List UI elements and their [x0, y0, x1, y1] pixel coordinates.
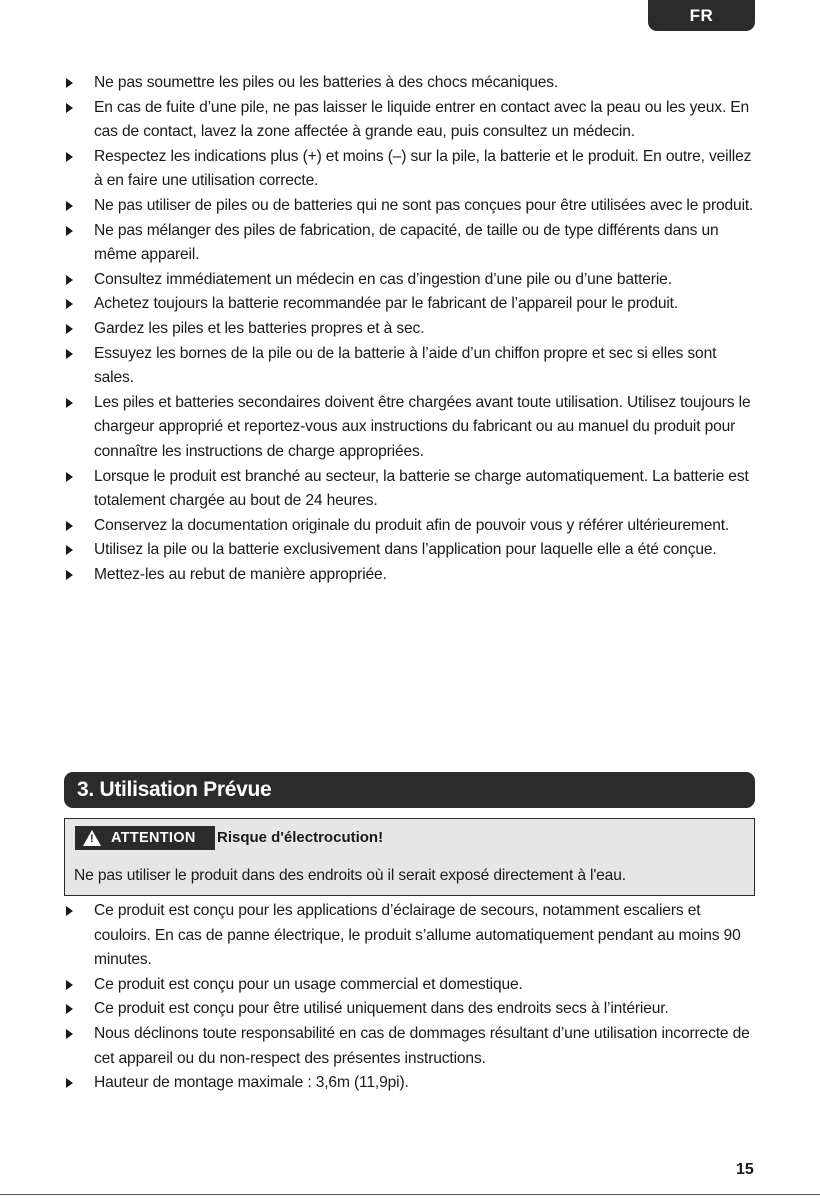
list-item-text: Gardez les piles et les batteries propres et à sec.	[94, 319, 425, 337]
bullet-arrow-icon	[66, 201, 73, 211]
section-title: 3. Utilisation Prévue	[64, 772, 755, 808]
list-item-text: Ce produit est conçu pour être utilisé uniquement dans des endroits secs à l’intérieur.	[94, 1000, 669, 1018]
list-item-text: Hauteur de montage maximale : 3,6m (11,9pi).	[94, 1074, 409, 1092]
page-number: 15	[736, 1161, 754, 1178]
intended-use-list	[0, 899, 820, 1096]
attention-badge	[75, 826, 215, 850]
list-item	[0, 514, 820, 539]
list-item-text: Lorsque le produit est branché au secteur, la batterie se charge automatiquement. La batterie est totalement chargée au bout de 24 heures.	[94, 467, 749, 510]
list-item-text: Essuyez les bornes de la pile ou de la batterie à l’aide d’un chiffon propre et sec si elles sont sales.	[94, 344, 717, 387]
bullet-arrow-icon	[66, 152, 73, 162]
list-item-text: Consultez immédiatement un médecin en cas d’ingestion d’une pile ou d’une batterie.	[94, 270, 672, 288]
bullet-arrow-icon	[66, 103, 73, 113]
bullet-arrow-icon	[66, 78, 73, 88]
list-item	[0, 342, 820, 391]
list-item	[0, 973, 820, 998]
list-item	[0, 145, 820, 194]
warning-triangle-icon: !	[83, 830, 101, 846]
bullet-arrow-icon	[66, 398, 73, 408]
list-item-text: Conservez la documentation originale du produit afin de pouvoir vous y référer ultérieurement.	[94, 516, 730, 534]
list-item	[0, 563, 820, 588]
bullet-arrow-icon	[66, 275, 73, 285]
bullet-arrow-icon	[66, 980, 73, 990]
bullet-arrow-icon	[66, 472, 73, 482]
bullet-arrow-icon	[66, 1078, 73, 1088]
list-item	[0, 268, 820, 293]
bottom-rule	[0, 1194, 820, 1195]
bullet-arrow-icon	[66, 570, 73, 580]
list-item	[0, 96, 820, 145]
list-item-text: En cas de fuite d’une pile, ne pas laisser le liquide entrer en contact avec la peau ou les yeux. En cas de contact, lavez la zone affectée à grande eau, puis consultez un médecin.	[94, 98, 750, 141]
language-tab: FR	[648, 0, 755, 31]
list-item-text: Ne pas mélanger des piles de fabrication, de capacité, de taille ou de type différents dans un même appareil.	[94, 221, 719, 264]
list-item-text: Ne pas soumettre les piles ou les batteries à des chocs mécaniques.	[94, 74, 559, 91]
bullet-arrow-icon	[66, 226, 73, 236]
warning-box	[64, 818, 755, 896]
list-item	[0, 317, 820, 342]
list-item	[0, 71, 820, 96]
list-item-text: Respectez les indications plus (+) et moins (–) sur la pile, la batterie et le produit. En outre, veillez à en faire une utilisation correcte.	[94, 147, 752, 190]
bullet-arrow-icon	[66, 349, 73, 359]
list-item	[0, 1022, 820, 1071]
warning-text: Ne pas utiliser le produit dans des endroits où il serait exposé directement à l'eau.	[74, 867, 626, 884]
battery-safety-list	[0, 71, 820, 587]
bullet-arrow-icon	[66, 299, 73, 309]
list-item	[0, 997, 820, 1022]
bullet-arrow-icon	[66, 906, 73, 916]
list-item	[0, 194, 820, 219]
list-item	[0, 899, 820, 973]
list-item-text: Les piles et batteries secondaires doivent être chargées avant toute utilisation. Utilisez toujours le chargeur approprié et reportez-vous aux instructions du fabricant ou au manuel du produit pour connaître les instructions de charge appropriées.	[94, 393, 751, 460]
list-item-text: Ce produit est conçu pour les applications d’éclairage de secours, notamment escaliers et couloirs. En cas de panne électrique, le produit s’allume automatiquement pendant au moins 90 minutes.	[94, 902, 741, 969]
list-item-text: Utilisez la pile ou la batterie exclusivement dans l’application pour laquelle elle a été conçue.	[94, 541, 717, 559]
bullet-arrow-icon	[66, 545, 73, 555]
bullet-arrow-icon	[66, 1004, 73, 1014]
list-item	[0, 292, 820, 317]
list-item-text: Mettez-les au rebut de manière appropriée.	[94, 565, 387, 583]
bullet-arrow-icon	[66, 324, 73, 334]
list-item-text: Achetez toujours la batterie recommandée par le fabricant de l’appareil pour le produit.	[94, 295, 679, 313]
list-item-text: Nous déclinons toute responsabilité en cas de dommages résultant d’une utilisation incorrecte de cet appareil ou du non-respect des présentes instructions.	[94, 1024, 750, 1067]
list-item	[0, 219, 820, 268]
list-item	[0, 1071, 820, 1096]
list-item-text: Ce produit est conçu pour un usage commercial et domestique.	[94, 975, 523, 993]
bullet-arrow-icon	[66, 521, 73, 531]
list-item	[0, 465, 820, 514]
warning-title: Risque d'électrocution!	[217, 829, 384, 846]
list-item-text: Ne pas utiliser de piles ou de batteries qui ne sont pas conçues pour être utilisées avec le produit.	[94, 196, 754, 214]
bullet-arrow-icon	[66, 1029, 73, 1039]
list-item	[0, 538, 820, 563]
attention-label: ATTENTION	[111, 830, 196, 846]
list-item	[0, 391, 820, 465]
